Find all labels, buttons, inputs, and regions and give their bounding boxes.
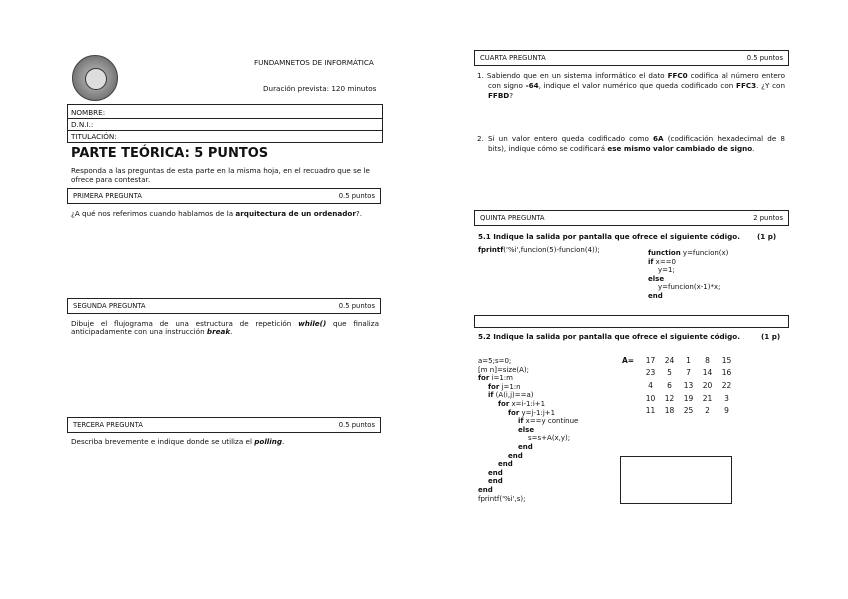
q3-header	[67, 417, 381, 433]
q2-points: 0.5 puntos	[338, 302, 375, 310]
duration-text: Duración prevista: 120 minutos	[263, 84, 377, 93]
q3-text: Describa brevemente e indique donde se utiliza el polling.	[71, 437, 285, 446]
q5-2-title: 5.2 Indique la salida por pantalla que ofrece el siguiente código.	[478, 332, 740, 341]
matrix-row: 4 6 13 20 22	[648, 380, 732, 390]
instructions-line-2: ofrece para contestar.	[71, 175, 151, 184]
course-title: FUNDAMNETOS DE INFORMÁTICA	[254, 58, 374, 67]
dni-label: D.N.I.:	[71, 120, 94, 129]
q4-header	[474, 50, 789, 66]
q5-1-function-code: function y=funcion(x) if x==0 y=1; else y=funcion(x-1)*x; end	[648, 249, 729, 300]
q1-title: PRIMERA PREGUNTA	[73, 192, 142, 200]
q2-header	[67, 298, 381, 314]
q2-text: Dibuje el flujograma de una estructura de repetición while() que finaliza anticipadamente con una instrucción break.	[71, 319, 379, 336]
q4-item-1: 1. Sabiendo que en un sistema informático el dato FFC0 codifica al número entero con signo -64, indique el valor numérico que queda codificado con FFC3. ¿Y con FFBD?	[477, 71, 786, 100]
part-title: PARTE TEÓRICA: 5 PUNTOS	[71, 146, 269, 161]
matrix-a	[641, 354, 736, 417]
q5-2-answer-box	[620, 456, 732, 504]
q5-header	[474, 210, 789, 226]
matrix-row: 10 12 19 21 3	[645, 393, 729, 403]
q4-points: 0.5 puntos	[746, 54, 783, 62]
matrix-row: 17 24 1 8 15	[645, 355, 732, 365]
q1-text: ¿A qué nos referimos cuando hablamos de la arquitectura de un ordenador?.	[71, 209, 363, 218]
q3-points: 0.5 puntos	[338, 421, 375, 429]
q5-1-call: fprintf('%i',funcion(5)-funcion(4));	[478, 246, 600, 254]
university-seal	[72, 55, 118, 101]
q1-header	[67, 188, 381, 204]
q5-1-title: 5.1 Indique la salida por pantalla que ofrece el siguiente código.	[478, 232, 740, 241]
q5-title: QUINTA PREGUNTA	[480, 214, 545, 222]
nombre-label: NOMBRE:	[71, 108, 106, 117]
q4-item-2: 2. Si un valor entero queda codificado como 6A (codificación hexadecimal de 8 bits), indique cómo se codificará ese mismo valor cambiado de signo.	[477, 134, 785, 153]
instructions-line-1: Responda a las preguntas de esta parte en la misma hoja, en el recuadro que se le	[71, 166, 370, 175]
q1-points: 0.5 puntos	[338, 192, 375, 200]
q5-answer-box	[474, 315, 789, 328]
matrix-row: 11 18 25 2 9	[645, 406, 729, 416]
q5-2-points: (1 p)	[761, 332, 781, 341]
q5-2-code: a=5;s=0; [m n]=size(A); for i=1:m for j=1:n if (A(i,j)==a) for x=i-1:i+1 for y=j-1:j+1 if x==y continue else s=s+A(x,y); end end end end end end fprintf('%i',s);	[478, 357, 579, 503]
q3-title: TERCERA PREGUNTA	[73, 421, 143, 429]
student-info-box	[67, 104, 383, 143]
q5-1-points: (1 p)	[757, 232, 777, 241]
q4-title: CUARTA PREGUNTA	[480, 54, 546, 62]
matrix-row: 23 5 7 14 16	[645, 368, 732, 378]
q5-points: 2 puntos	[753, 214, 783, 222]
matrix-label: A=	[622, 356, 635, 365]
titulacion-label: TITULACIÓN:	[71, 132, 117, 141]
q2-title: SEGUNDA PREGUNTA	[73, 302, 146, 310]
